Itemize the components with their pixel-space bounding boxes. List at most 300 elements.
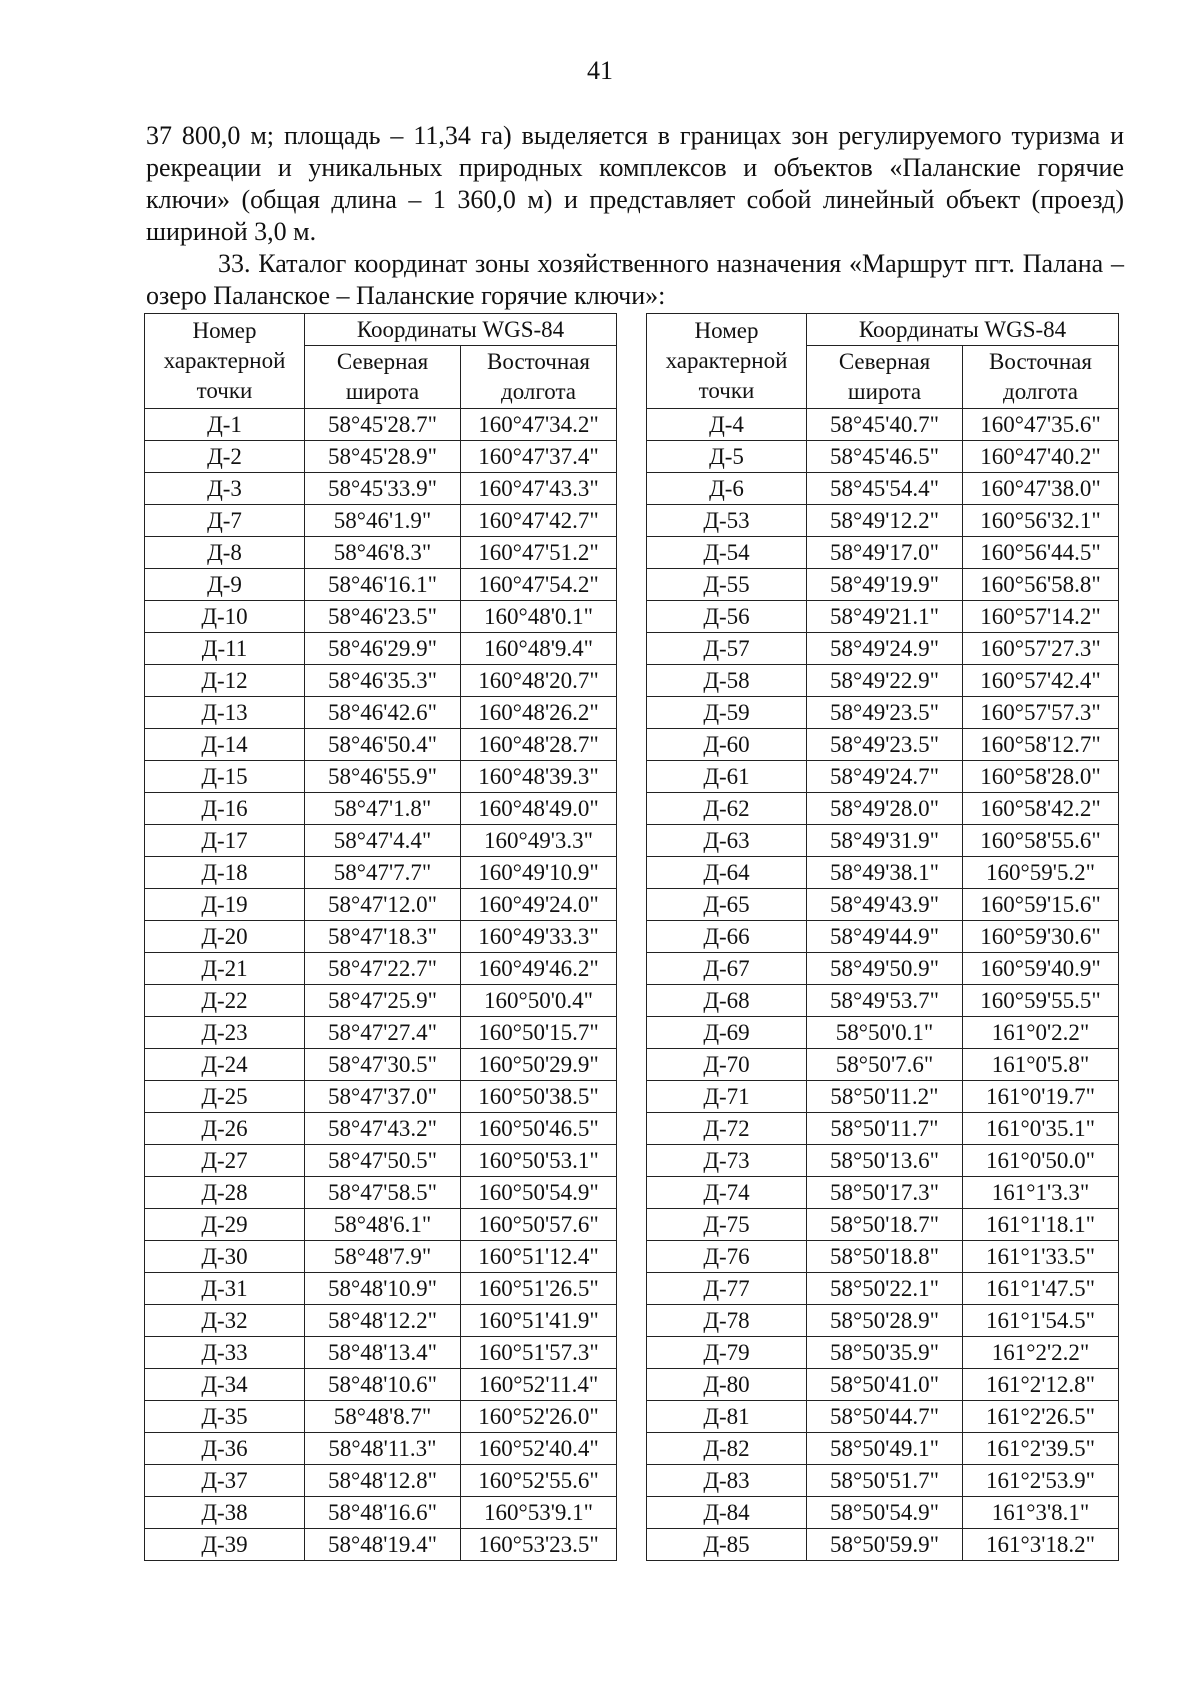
table-row bbox=[647, 857, 1119, 889]
table-row bbox=[145, 665, 617, 697]
cell-latitude: 58°46'35.3" bbox=[305, 665, 461, 697]
cell-latitude: 58°47'25.9" bbox=[305, 985, 461, 1017]
cell-latitude: 58°50'18.7" bbox=[807, 1209, 963, 1241]
cell-latitude: 58°50'59.9" bbox=[807, 1529, 963, 1561]
table-row bbox=[647, 601, 1119, 633]
cell-longitude: 160°59'5.2" bbox=[963, 857, 1119, 889]
table-row bbox=[145, 537, 617, 569]
cell-longitude: 160°57'27.3" bbox=[963, 633, 1119, 665]
cell-latitude: 58°50'28.9" bbox=[807, 1305, 963, 1337]
cell-latitude: 58°47'27.4" bbox=[305, 1017, 461, 1049]
table-row bbox=[145, 697, 617, 729]
cell-longitude: 160°50'54.9" bbox=[461, 1177, 617, 1209]
cell-longitude: 160°47'54.2" bbox=[461, 569, 617, 601]
table-row bbox=[647, 761, 1119, 793]
cell-point-id: Д-9 bbox=[145, 569, 305, 601]
cell-latitude: 58°49'22.9" bbox=[807, 665, 963, 697]
table-row bbox=[647, 1305, 1119, 1337]
cell-longitude: 161°0'19.7" bbox=[963, 1081, 1119, 1113]
cell-longitude: 160°50'0.4" bbox=[461, 985, 617, 1017]
table-row bbox=[145, 441, 617, 473]
cell-latitude: 58°49'28.0" bbox=[807, 793, 963, 825]
cell-point-id: Д-20 bbox=[145, 921, 305, 953]
cell-latitude: 58°49'53.7" bbox=[807, 985, 963, 1017]
cell-longitude: 160°59'40.9" bbox=[963, 953, 1119, 985]
cell-point-id: Д-2 bbox=[145, 441, 305, 473]
cell-point-id: Д-79 bbox=[647, 1337, 807, 1369]
table-row bbox=[647, 889, 1119, 921]
table-row bbox=[145, 889, 617, 921]
cell-latitude: 58°48'10.9" bbox=[305, 1273, 461, 1305]
cell-latitude: 58°47'58.5" bbox=[305, 1177, 461, 1209]
cell-latitude: 58°50'41.0" bbox=[807, 1369, 963, 1401]
cell-longitude: 160°57'57.3" bbox=[963, 697, 1119, 729]
cell-latitude: 58°50'51.7" bbox=[807, 1465, 963, 1497]
cell-latitude: 58°49'23.5" bbox=[807, 697, 963, 729]
cell-longitude: 160°51'57.3" bbox=[461, 1337, 617, 1369]
cell-longitude: 160°56'32.1" bbox=[963, 505, 1119, 537]
intro-paragraph-text: 37 800,0 м; площадь – 11,34 га) выделяется в границах зон регулируемого туризма и рекреации и уникальных природных комплексов и объектов «Паланские горячие ключи» (общая длина – 1 360,0 м) и представляет собой линейный объект (проезд) шириной 3,0 м. bbox=[146, 121, 1124, 246]
cell-longitude: 160°59'15.6" bbox=[963, 889, 1119, 921]
cell-longitude: 160°50'15.7" bbox=[461, 1017, 617, 1049]
cell-point-id: Д-18 bbox=[145, 857, 305, 889]
cell-point-id: Д-3 bbox=[145, 473, 305, 505]
cell-latitude: 58°48'19.4" bbox=[305, 1529, 461, 1561]
cell-point-id: Д-7 bbox=[145, 505, 305, 537]
cell-latitude: 58°47'37.0" bbox=[305, 1081, 461, 1113]
cell-point-id: Д-29 bbox=[145, 1209, 305, 1241]
table-row bbox=[145, 985, 617, 1017]
table-row bbox=[647, 1177, 1119, 1209]
cell-longitude: 161°0'2.2" bbox=[963, 1017, 1119, 1049]
cell-longitude: 160°56'58.8" bbox=[963, 569, 1119, 601]
cell-point-id: Д-68 bbox=[647, 985, 807, 1017]
cell-longitude: 161°2'26.5" bbox=[963, 1401, 1119, 1433]
cell-latitude: 58°48'10.6" bbox=[305, 1369, 461, 1401]
table-row bbox=[145, 1113, 617, 1145]
cell-latitude: 58°49'31.9" bbox=[807, 825, 963, 857]
cell-point-id: Д-67 bbox=[647, 953, 807, 985]
table-row bbox=[145, 633, 617, 665]
cell-point-id: Д-4 bbox=[647, 409, 807, 441]
cell-latitude: 58°46'50.4" bbox=[305, 729, 461, 761]
cell-longitude: 160°52'11.4" bbox=[461, 1369, 617, 1401]
cell-point-id: Д-77 bbox=[647, 1273, 807, 1305]
cell-latitude: 58°45'28.9" bbox=[305, 441, 461, 473]
table-row bbox=[145, 1017, 617, 1049]
cell-latitude: 58°48'12.2" bbox=[305, 1305, 461, 1337]
cell-point-id: Д-6 bbox=[647, 473, 807, 505]
table-row bbox=[145, 921, 617, 953]
table-row bbox=[145, 1337, 617, 1369]
cell-point-id: Д-15 bbox=[145, 761, 305, 793]
cell-longitude: 160°58'55.6" bbox=[963, 825, 1119, 857]
cell-latitude: 58°46'42.6" bbox=[305, 697, 461, 729]
table-row bbox=[145, 1241, 617, 1273]
cell-latitude: 58°46'23.5" bbox=[305, 601, 461, 633]
table-row bbox=[647, 441, 1119, 473]
cell-latitude: 58°49'12.2" bbox=[807, 505, 963, 537]
cell-point-id: Д-22 bbox=[145, 985, 305, 1017]
cell-point-id: Д-61 bbox=[647, 761, 807, 793]
cell-longitude: 160°58'42.2" bbox=[963, 793, 1119, 825]
table-row bbox=[145, 569, 617, 601]
cell-latitude: 58°46'1.9" bbox=[305, 505, 461, 537]
cell-longitude: 161°0'35.1" bbox=[963, 1113, 1119, 1145]
cell-point-id: Д-8 bbox=[145, 537, 305, 569]
cell-longitude: 160°49'24.0" bbox=[461, 889, 617, 921]
table-row bbox=[145, 1497, 617, 1529]
table-row bbox=[145, 825, 617, 857]
table-row bbox=[647, 1369, 1119, 1401]
cell-longitude: 160°58'28.0" bbox=[963, 761, 1119, 793]
table-row bbox=[647, 1273, 1119, 1305]
cell-latitude: 58°47'50.5" bbox=[305, 1145, 461, 1177]
table-row bbox=[145, 505, 617, 537]
table-row bbox=[647, 1081, 1119, 1113]
cell-point-id: Д-38 bbox=[145, 1497, 305, 1529]
cell-longitude: 160°57'14.2" bbox=[963, 601, 1119, 633]
table-row bbox=[647, 697, 1119, 729]
cell-longitude: 160°50'38.5" bbox=[461, 1081, 617, 1113]
cell-point-id: Д-69 bbox=[647, 1017, 807, 1049]
cell-latitude: 58°45'46.5" bbox=[807, 441, 963, 473]
table-body-right bbox=[647, 409, 1119, 1561]
cell-point-id: Д-28 bbox=[145, 1177, 305, 1209]
table-row bbox=[647, 1497, 1119, 1529]
cell-latitude: 58°49'17.0" bbox=[807, 537, 963, 569]
cell-latitude: 58°48'16.6" bbox=[305, 1497, 461, 1529]
cell-point-id: Д-26 bbox=[145, 1113, 305, 1145]
cell-longitude: 160°47'42.7" bbox=[461, 505, 617, 537]
cell-point-id: Д-72 bbox=[647, 1113, 807, 1145]
table-row bbox=[647, 1241, 1119, 1273]
cell-latitude: 58°49'24.7" bbox=[807, 761, 963, 793]
header-coordinates: Координаты WGS-84 bbox=[305, 314, 617, 346]
table-row bbox=[647, 473, 1119, 505]
cell-point-id: Д-12 bbox=[145, 665, 305, 697]
cell-point-id: Д-83 bbox=[647, 1465, 807, 1497]
cell-longitude: 160°47'40.2" bbox=[963, 441, 1119, 473]
cell-point-id: Д-65 bbox=[647, 889, 807, 921]
intro-paragraph bbox=[146, 120, 1124, 248]
table-row bbox=[647, 537, 1119, 569]
cell-latitude: 58°49'43.9" bbox=[807, 889, 963, 921]
table-row bbox=[647, 1017, 1119, 1049]
cell-point-id: Д-84 bbox=[647, 1497, 807, 1529]
table-row bbox=[145, 953, 617, 985]
cell-point-id: Д-35 bbox=[145, 1401, 305, 1433]
cell-point-id: Д-39 bbox=[145, 1529, 305, 1561]
header-coordinates: Координаты WGS-84 bbox=[807, 314, 1119, 346]
table-row bbox=[145, 1465, 617, 1497]
cell-longitude: 160°49'3.3" bbox=[461, 825, 617, 857]
table-body-left bbox=[145, 409, 617, 1561]
cell-longitude: 161°3'18.2" bbox=[963, 1529, 1119, 1561]
cell-longitude: 160°50'57.6" bbox=[461, 1209, 617, 1241]
cell-latitude: 58°47'43.2" bbox=[305, 1113, 461, 1145]
cell-longitude: 160°58'12.7" bbox=[963, 729, 1119, 761]
table-row bbox=[647, 665, 1119, 697]
table-row bbox=[145, 1401, 617, 1433]
cell-longitude: 160°47'38.0" bbox=[963, 473, 1119, 505]
table-row bbox=[145, 1529, 617, 1561]
page-number: 41 bbox=[587, 56, 613, 85]
table-row bbox=[647, 1113, 1119, 1145]
table-row bbox=[145, 857, 617, 889]
cell-latitude: 58°50'35.9" bbox=[807, 1337, 963, 1369]
cell-point-id: Д-10 bbox=[145, 601, 305, 633]
cell-latitude: 58°49'21.1" bbox=[807, 601, 963, 633]
table-row bbox=[647, 825, 1119, 857]
cell-point-id: Д-73 bbox=[647, 1145, 807, 1177]
cell-point-id: Д-82 bbox=[647, 1433, 807, 1465]
header-latitude: Северная широта bbox=[807, 346, 963, 409]
cell-longitude: 161°1'54.5" bbox=[963, 1305, 1119, 1337]
cell-point-id: Д-14 bbox=[145, 729, 305, 761]
cell-latitude: 58°50'11.7" bbox=[807, 1113, 963, 1145]
cell-latitude: 58°49'23.5" bbox=[807, 729, 963, 761]
cell-longitude: 161°1'33.5" bbox=[963, 1241, 1119, 1273]
cell-point-id: Д-17 bbox=[145, 825, 305, 857]
cell-point-id: Д-60 bbox=[647, 729, 807, 761]
cell-point-id: Д-5 bbox=[647, 441, 807, 473]
cell-point-id: Д-34 bbox=[145, 1369, 305, 1401]
table-row bbox=[145, 1145, 617, 1177]
cell-latitude: 58°48'8.7" bbox=[305, 1401, 461, 1433]
table-row bbox=[145, 729, 617, 761]
table-row bbox=[647, 1433, 1119, 1465]
cell-longitude: 161°0'50.0" bbox=[963, 1145, 1119, 1177]
table-row bbox=[647, 1529, 1119, 1561]
table-row bbox=[145, 1369, 617, 1401]
cell-longitude: 160°47'37.4" bbox=[461, 441, 617, 473]
table-row bbox=[647, 569, 1119, 601]
cell-latitude: 58°45'40.7" bbox=[807, 409, 963, 441]
cell-point-id: Д-23 bbox=[145, 1017, 305, 1049]
cell-point-id: Д-76 bbox=[647, 1241, 807, 1273]
cell-point-id: Д-85 bbox=[647, 1529, 807, 1561]
cell-latitude: 58°50'13.6" bbox=[807, 1145, 963, 1177]
table-row bbox=[145, 1209, 617, 1241]
table-row bbox=[647, 1145, 1119, 1177]
table-row bbox=[145, 473, 617, 505]
coordinates-table-left bbox=[144, 313, 617, 1561]
cell-point-id: Д-21 bbox=[145, 953, 305, 985]
table-row bbox=[647, 985, 1119, 1017]
cell-longitude: 160°49'33.3" bbox=[461, 921, 617, 953]
header-longitude: Восточная долгота bbox=[963, 346, 1119, 409]
cell-longitude: 160°50'29.9" bbox=[461, 1049, 617, 1081]
table-row bbox=[647, 921, 1119, 953]
cell-latitude: 58°46'8.3" bbox=[305, 537, 461, 569]
cell-longitude: 160°52'55.6" bbox=[461, 1465, 617, 1497]
cell-point-id: Д-32 bbox=[145, 1305, 305, 1337]
cell-longitude: 161°1'3.3" bbox=[963, 1177, 1119, 1209]
cell-point-id: Д-24 bbox=[145, 1049, 305, 1081]
header-point-number: Номер характерной точки bbox=[647, 314, 807, 409]
cell-latitude: 58°47'18.3" bbox=[305, 921, 461, 953]
cell-longitude: 160°47'35.6" bbox=[963, 409, 1119, 441]
cell-point-id: Д-57 bbox=[647, 633, 807, 665]
cell-point-id: Д-27 bbox=[145, 1145, 305, 1177]
coordinates-table-right bbox=[646, 313, 1119, 1561]
cell-latitude: 58°48'7.9" bbox=[305, 1241, 461, 1273]
cell-longitude: 161°2'12.8" bbox=[963, 1369, 1119, 1401]
cell-point-id: Д-66 bbox=[647, 921, 807, 953]
table-row bbox=[647, 1401, 1119, 1433]
cell-latitude: 58°49'38.1" bbox=[807, 857, 963, 889]
cell-longitude: 161°2'39.5" bbox=[963, 1433, 1119, 1465]
cell-point-id: Д-33 bbox=[145, 1337, 305, 1369]
cell-longitude: 161°2'2.2" bbox=[963, 1337, 1119, 1369]
cell-point-id: Д-56 bbox=[647, 601, 807, 633]
cell-point-id: Д-80 bbox=[647, 1369, 807, 1401]
cell-latitude: 58°50'22.1" bbox=[807, 1273, 963, 1305]
cell-longitude: 160°59'55.5" bbox=[963, 985, 1119, 1017]
cell-latitude: 58°46'55.9" bbox=[305, 761, 461, 793]
cell-point-id: Д-37 bbox=[145, 1465, 305, 1497]
table-row bbox=[647, 793, 1119, 825]
table-row bbox=[145, 793, 617, 825]
cell-point-id: Д-53 bbox=[647, 505, 807, 537]
table-row bbox=[647, 1049, 1119, 1081]
cell-longitude: 160°48'49.0" bbox=[461, 793, 617, 825]
cell-longitude: 160°49'46.2" bbox=[461, 953, 617, 985]
cell-latitude: 58°50'49.1" bbox=[807, 1433, 963, 1465]
cell-longitude: 161°0'5.8" bbox=[963, 1049, 1119, 1081]
cell-point-id: Д-25 bbox=[145, 1081, 305, 1113]
table-row bbox=[647, 953, 1119, 985]
cell-latitude: 58°47'22.7" bbox=[305, 953, 461, 985]
cell-longitude: 161°2'53.9" bbox=[963, 1465, 1119, 1497]
cell-longitude: 160°47'34.2" bbox=[461, 409, 617, 441]
cell-latitude: 58°47'4.4" bbox=[305, 825, 461, 857]
cell-latitude: 58°50'44.7" bbox=[807, 1401, 963, 1433]
cell-latitude: 58°47'1.8" bbox=[305, 793, 461, 825]
cell-point-id: Д-31 bbox=[145, 1273, 305, 1305]
cell-latitude: 58°50'18.8" bbox=[807, 1241, 963, 1273]
cell-latitude: 58°45'54.4" bbox=[807, 473, 963, 505]
cell-longitude: 160°48'39.3" bbox=[461, 761, 617, 793]
cell-longitude: 160°48'0.1" bbox=[461, 601, 617, 633]
table-row bbox=[145, 1305, 617, 1337]
table-row bbox=[145, 1273, 617, 1305]
cell-longitude: 160°48'9.4" bbox=[461, 633, 617, 665]
cell-longitude: 160°49'10.9" bbox=[461, 857, 617, 889]
cell-point-id: Д-30 bbox=[145, 1241, 305, 1273]
cell-latitude: 58°45'33.9" bbox=[305, 473, 461, 505]
cell-longitude: 161°3'8.1" bbox=[963, 1497, 1119, 1529]
cell-longitude: 160°48'20.7" bbox=[461, 665, 617, 697]
cell-longitude: 160°59'30.6" bbox=[963, 921, 1119, 953]
catalog-heading bbox=[146, 248, 1124, 312]
cell-latitude: 58°50'7.6" bbox=[807, 1049, 963, 1081]
cell-point-id: Д-74 bbox=[647, 1177, 807, 1209]
cell-latitude: 58°46'16.1" bbox=[305, 569, 461, 601]
table-row bbox=[145, 1049, 617, 1081]
cell-longitude: 160°52'40.4" bbox=[461, 1433, 617, 1465]
cell-latitude: 58°47'12.0" bbox=[305, 889, 461, 921]
cell-point-id: Д-54 bbox=[647, 537, 807, 569]
table-row bbox=[145, 1081, 617, 1113]
cell-point-id: Д-75 bbox=[647, 1209, 807, 1241]
cell-point-id: Д-59 bbox=[647, 697, 807, 729]
cell-point-id: Д-78 bbox=[647, 1305, 807, 1337]
cell-point-id: Д-62 bbox=[647, 793, 807, 825]
cell-longitude: 160°50'53.1" bbox=[461, 1145, 617, 1177]
header-latitude: Северная широта bbox=[305, 346, 461, 409]
cell-point-id: Д-63 bbox=[647, 825, 807, 857]
cell-point-id: Д-1 bbox=[145, 409, 305, 441]
cell-longitude: 160°53'9.1" bbox=[461, 1497, 617, 1529]
cell-point-id: Д-16 bbox=[145, 793, 305, 825]
cell-longitude: 160°51'12.4" bbox=[461, 1241, 617, 1273]
cell-longitude: 160°51'41.9" bbox=[461, 1305, 617, 1337]
table-row bbox=[647, 1337, 1119, 1369]
table-row bbox=[145, 1177, 617, 1209]
cell-latitude: 58°49'44.9" bbox=[807, 921, 963, 953]
cell-longitude: 160°50'46.5" bbox=[461, 1113, 617, 1145]
cell-point-id: Д-11 bbox=[145, 633, 305, 665]
table-row bbox=[145, 601, 617, 633]
cell-latitude: 58°48'11.3" bbox=[305, 1433, 461, 1465]
cell-longitude: 161°1'18.1" bbox=[963, 1209, 1119, 1241]
table-row bbox=[145, 409, 617, 441]
cell-latitude: 58°48'12.8" bbox=[305, 1465, 461, 1497]
cell-latitude: 58°50'54.9" bbox=[807, 1497, 963, 1529]
cell-longitude: 160°47'51.2" bbox=[461, 537, 617, 569]
cell-point-id: Д-64 bbox=[647, 857, 807, 889]
cell-latitude: 58°49'19.9" bbox=[807, 569, 963, 601]
table-row bbox=[647, 633, 1119, 665]
cell-latitude: 58°47'30.5" bbox=[305, 1049, 461, 1081]
cell-longitude: 160°51'26.5" bbox=[461, 1273, 617, 1305]
cell-latitude: 58°49'50.9" bbox=[807, 953, 963, 985]
cell-point-id: Д-71 bbox=[647, 1081, 807, 1113]
cell-latitude: 58°50'11.2" bbox=[807, 1081, 963, 1113]
cell-longitude: 160°56'44.5" bbox=[963, 537, 1119, 569]
cell-point-id: Д-70 bbox=[647, 1049, 807, 1081]
cell-latitude: 58°47'7.7" bbox=[305, 857, 461, 889]
cell-point-id: Д-19 bbox=[145, 889, 305, 921]
cell-latitude: 58°50'0.1" bbox=[807, 1017, 963, 1049]
cell-longitude: 161°1'47.5" bbox=[963, 1273, 1119, 1305]
cell-longitude: 160°57'42.4" bbox=[963, 665, 1119, 697]
cell-longitude: 160°53'23.5" bbox=[461, 1529, 617, 1561]
cell-longitude: 160°52'26.0" bbox=[461, 1401, 617, 1433]
cell-latitude: 58°48'6.1" bbox=[305, 1209, 461, 1241]
table-row bbox=[647, 729, 1119, 761]
table-row bbox=[647, 409, 1119, 441]
cell-point-id: Д-36 bbox=[145, 1433, 305, 1465]
cell-latitude: 58°45'28.7" bbox=[305, 409, 461, 441]
cell-longitude: 160°48'26.2" bbox=[461, 697, 617, 729]
table-row bbox=[647, 1465, 1119, 1497]
cell-latitude: 58°48'13.4" bbox=[305, 1337, 461, 1369]
table-row bbox=[145, 761, 617, 793]
cell-longitude: 160°47'43.3" bbox=[461, 473, 617, 505]
cell-point-id: Д-13 bbox=[145, 697, 305, 729]
header-point-number: Номер характерной точки bbox=[145, 314, 305, 409]
table-row bbox=[145, 1433, 617, 1465]
cell-latitude: 58°49'24.9" bbox=[807, 633, 963, 665]
cell-point-id: Д-55 bbox=[647, 569, 807, 601]
cell-latitude: 58°46'29.9" bbox=[305, 633, 461, 665]
table-row bbox=[647, 1209, 1119, 1241]
table-row bbox=[647, 505, 1119, 537]
header-longitude: Восточная долгота bbox=[461, 346, 617, 409]
